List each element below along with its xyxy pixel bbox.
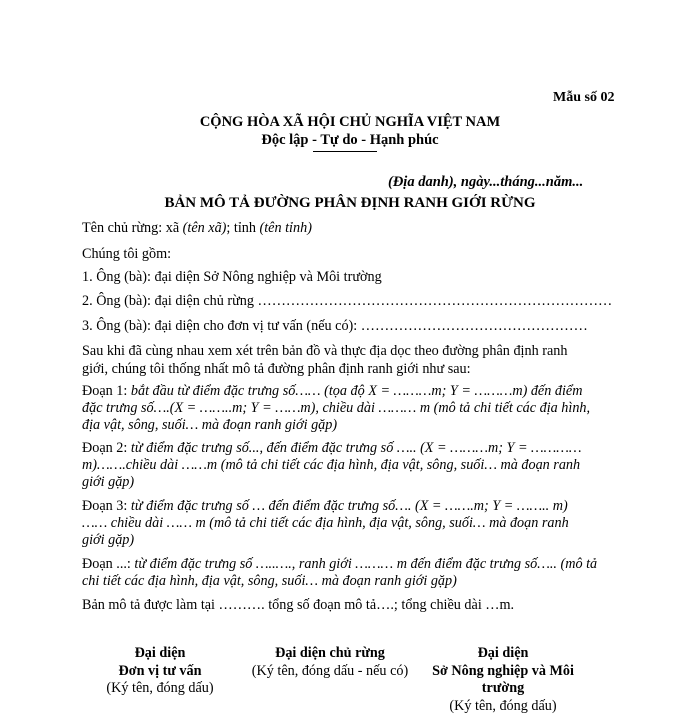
signature-consultant-title: Đại diện (80, 645, 240, 663)
closing-line: Bản mô tả được làm tại ………. tổng số đoạn mô tả….; tổng chiều dài …m. (82, 597, 514, 614)
agreement-line-2: giới, chúng tôi thống nhất mô tả đường phân định ranh giới như sau: (82, 361, 471, 378)
segment-1-line-2: đặc trưng số….(X = ……..m; Y = ……m), chiều dài ……… m (mô tả chi tiết các địa hình, (82, 400, 590, 417)
segment-n-line-2: chi tiết các địa hình, địa vật, sông, suối… mà đoạn ranh giới gặp) (82, 573, 457, 590)
segment-1-line-1: Đoạn 1: bắt đầu từ điểm đặc trưng số…… (tọa độ X = ………m; Y = ………m) đến điểm (82, 383, 582, 400)
segment-n-line-1: Đoạn ...: từ điểm đặc trưng số …..…., ranh giới ……… m đến điểm đặc trưng số….. (mô tả (82, 556, 597, 573)
segment-2-line-2: m)…….chiều dài ……m (mô tả chi tiết các địa hình, địa vật, sông, suối… mà đoạn ranh (82, 457, 580, 474)
segment-3-line-1: Đoạn 3: từ điểm đặc trưng số … đến điểm đặc trưng số…. (X = …….m; Y = …….. m) (82, 498, 568, 515)
segment-3-line-3: giới gặp) (82, 532, 134, 549)
signature-consultant-note: (Ký tên, đóng dấu) (80, 680, 240, 698)
signature-department (418, 645, 588, 715)
segment-1-line-3: địa vật, sông, suối… mà đoạn ranh giới gặp) (82, 417, 337, 434)
segment-2-line-3: giới gặp) (82, 474, 134, 491)
signature-consultant (80, 645, 240, 698)
national-motto: Độc lập - Tự do - Hạnh phúc (0, 132, 700, 149)
segment-2-line-1: Đoạn 2: từ điểm đặc trưng số..., đến điểm đặc trưng số ….. (X = ………m; Y = ………… (82, 440, 582, 457)
signature-department-note: (Ký tên, đóng dấu) (418, 698, 588, 715)
member-1: 1. Ông (bà): đại diện Sở Nông nghiệp và Môi trường (82, 269, 382, 286)
signature-owner-title: Đại diện chủ rừng (250, 645, 410, 663)
place-date-line: (Địa danh), ngày...tháng...năm... (388, 174, 583, 191)
signature-department-subtitle: Sở Nông nghiệp và Môi trường (418, 663, 588, 698)
form-number: Mẫu số 02 (553, 90, 614, 106)
signature-consultant-subtitle: Đơn vị tư vấn (80, 663, 240, 681)
header-separator (313, 151, 377, 152)
intro-line: Chúng tôi gồm: (82, 246, 171, 263)
member-3: 3. Ông (bà): đại diện cho đơn vị tư vấn (nếu có): ………………………………………… (82, 318, 588, 335)
forest-owner-line: Tên chủ rừng: xã (tên xã); tỉnh (tên tỉnh) (82, 220, 312, 237)
segment-3-line-2: …… chiều dài …… m (mô tả chi tiết các địa hình, địa vật, sông, suối… mà đoạn ranh (82, 515, 569, 532)
signature-department-title: Đại diện (418, 645, 588, 663)
national-title: CỘNG HÒA XÃ HỘI CHỦ NGHĨA VIỆT NAM (0, 114, 700, 131)
signature-forest-owner (250, 645, 410, 680)
agreement-line-1: Sau khi đã cùng nhau xem xét trên bản đồ và thực địa dọc theo đường phân định ranh (82, 343, 567, 360)
document-title: BẢN MÔ TẢ ĐƯỜNG PHÂN ĐỊNH RANH GIỚI RỪNG (0, 195, 700, 212)
member-2: 2. Ông (bà): đại diện chủ rừng ………………………………………………………………… (82, 293, 612, 310)
signature-owner-note: (Ký tên, đóng dấu - nếu có) (250, 663, 410, 681)
